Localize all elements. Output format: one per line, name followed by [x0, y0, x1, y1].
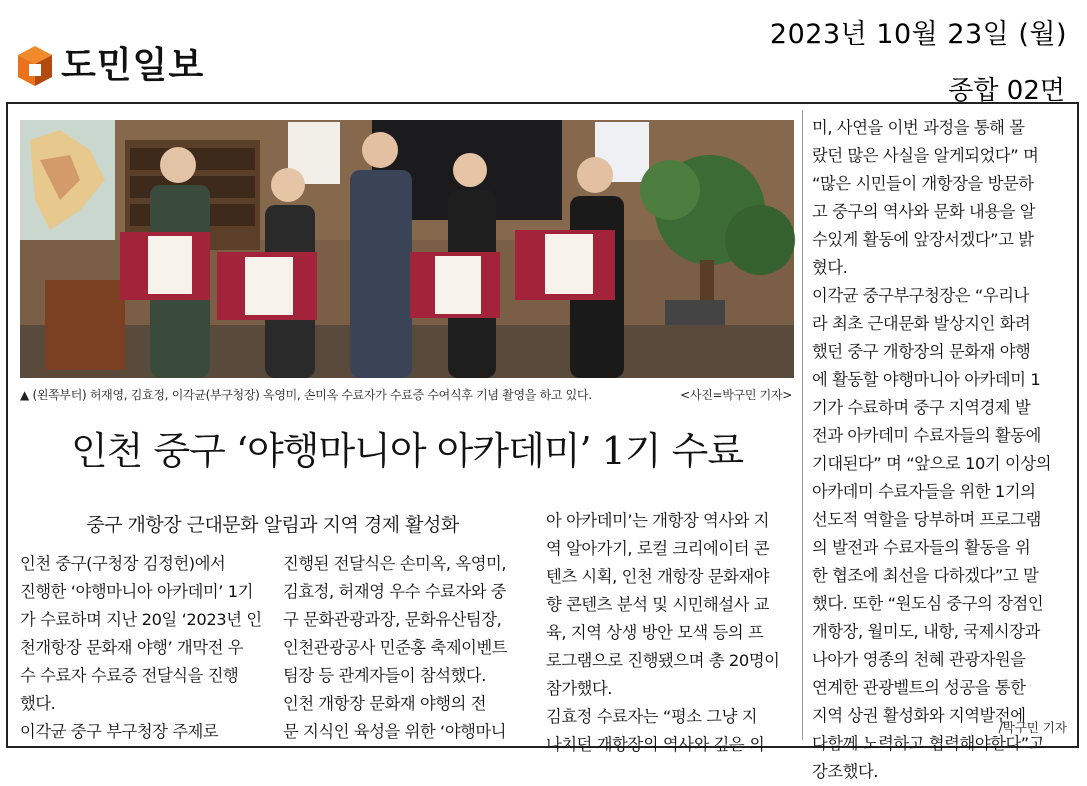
text-line: 가 수료하며 지난 20일 ‘2023년 인	[20, 610, 262, 629]
text-line: 미, 사연을 이번 과정을 통해 몰	[812, 118, 1025, 137]
text-line: 했다.	[20, 694, 56, 713]
text-line: 진행한 ‘야행마니아 아카데미’ 1기	[20, 582, 254, 601]
text-line: 천개항장 문화재 야행’ 개막전 우	[20, 638, 244, 657]
text-line: 수 수료자 수료증 전달식을 진행	[20, 666, 239, 685]
newspaper-logo	[16, 44, 204, 88]
text-line: 이각균 중구부구청장은 “우리나	[812, 286, 1029, 305]
column-divider	[802, 110, 803, 740]
text-line: 팀장 등 관계자들이 참석했다.	[283, 666, 487, 685]
text-line: 강조했다.	[812, 762, 879, 781]
text-line: 인천관광공사 민준홍 축제이벤트	[283, 638, 508, 657]
publication-date: 2023년 10월 23일 (월)	[769, 19, 1067, 50]
text-line: 연계한 관광벨트의 성공을 통한	[812, 678, 1026, 697]
text-line: 개항장, 월미도, 내항, 국제시장과	[812, 622, 1040, 641]
text-line: 인천 중구(구청장 김정헌)에서	[20, 554, 226, 573]
text-line: 김효정, 허재영 우수 수료자와 중	[283, 582, 507, 601]
reporter-byline: /박구민 기자	[998, 720, 1067, 735]
photo-credit: <사진=박구민 기자>	[680, 388, 792, 402]
text-line: 기가 수료하며 중구 지역경제 발	[812, 398, 1031, 417]
text-line: 수있게 활동에 앞장서겠다”고 밝	[812, 230, 1034, 249]
text-line: 인천 개항장 문화재 야행의 전	[283, 694, 487, 713]
text-line: 했다. 또한 “원도심 중구의 장점인	[812, 594, 1044, 613]
article-subhead: 중구 개항장 근대문화 알림과 지역 경제 활성화	[86, 514, 459, 536]
text-line: 랐던 많은 사실을 알게되었다” 며	[812, 146, 1039, 165]
article-headline: 인천 중구 ‘야행마니아 아카데미’ 1기 수료	[70, 429, 744, 473]
text-line: 텐츠 시획, 인천 개항장 문화재야	[546, 567, 770, 586]
text-line: 문 지식인 육성을 위한 ‘야행마니	[283, 722, 507, 741]
text-line: 선도적 역할을 당부하며 프로그램	[812, 510, 1041, 529]
text-line: 의 발전과 수료자들의 활동을 위	[812, 538, 1031, 557]
ceremony-photo	[20, 120, 794, 378]
article-column-1	[20, 550, 264, 746]
text-line: 육, 지역 상생 방안 모색 등의 프	[546, 623, 764, 642]
text-line: 혔다.	[812, 258, 848, 277]
text-line: 참가했다.	[546, 679, 613, 698]
article-column-3	[546, 507, 794, 759]
text-line: 구 문화관광과장, 문화유산팀장,	[283, 610, 502, 629]
text-line: 김효정 수료자는 “평소 그냥 지	[546, 707, 758, 726]
text-line: 라 최초 근대문화 발상지인 화려	[812, 314, 1031, 333]
text-line: 나아가 영종의 천혜 관광자원을	[812, 650, 1026, 669]
ceremony-photo-image	[20, 120, 794, 378]
text-line: 한 협조에 최선을 다하겠다”고 말	[812, 566, 1039, 585]
text-line: 향 콘텐츠 분석 및 시민해설사 교	[546, 595, 770, 614]
text-line: 전과 아카데미 수료자들의 활동에	[812, 426, 1041, 445]
text-line: 했던 중구 개항장의 문화재 야행	[812, 342, 1031, 361]
text-line: 지역 상권 활성화와 지역발전에	[812, 706, 1026, 725]
article-column-2	[283, 550, 527, 746]
text-line: “많은 시민들이 개항장을 방문하	[812, 174, 1034, 193]
text-line: 기대된다” 며 “앞으로 10기 이상의	[812, 454, 1052, 473]
text-line: 다함께 노력하고 협력해야한다”고	[812, 734, 1045, 753]
text-line: 역 알아가기, 로컬 크리에이터 콘	[546, 539, 770, 558]
page-section: 종합 02면	[948, 76, 1065, 106]
cube-logo-icon	[16, 44, 54, 88]
text-line: 아 아카데미’는 개항장 역사와 지	[546, 511, 770, 530]
text-line: 로그램으로 진행됐으며 총 20명이	[546, 651, 780, 670]
text-line: 아카데미 수료자들을 위한 1기의	[812, 482, 1036, 501]
text-line: 에 활동할 야행마니아 아카데미 1	[812, 370, 1041, 389]
photo-caption: ▲ (왼쪽부터) 허재영, 김효정, 이각균(부구청장) 옥영미, 손미옥 수료자가 수료증 수여식후 기념 촬영을 하고 있다.	[20, 388, 592, 402]
article-column-4	[812, 114, 1064, 786]
text-line: 고 중구의 역사와 문화 내용을 알	[812, 202, 1036, 221]
text-line: 진행된 전달식은 손미옥, 옥영미,	[283, 554, 507, 573]
logo-wordmark: 도민일보	[61, 45, 205, 86]
text-line: 나치던 개항장의 역사와 깊은 의	[546, 735, 765, 754]
text-line: 이각균 중구 부구청장 주제로	[20, 722, 219, 741]
